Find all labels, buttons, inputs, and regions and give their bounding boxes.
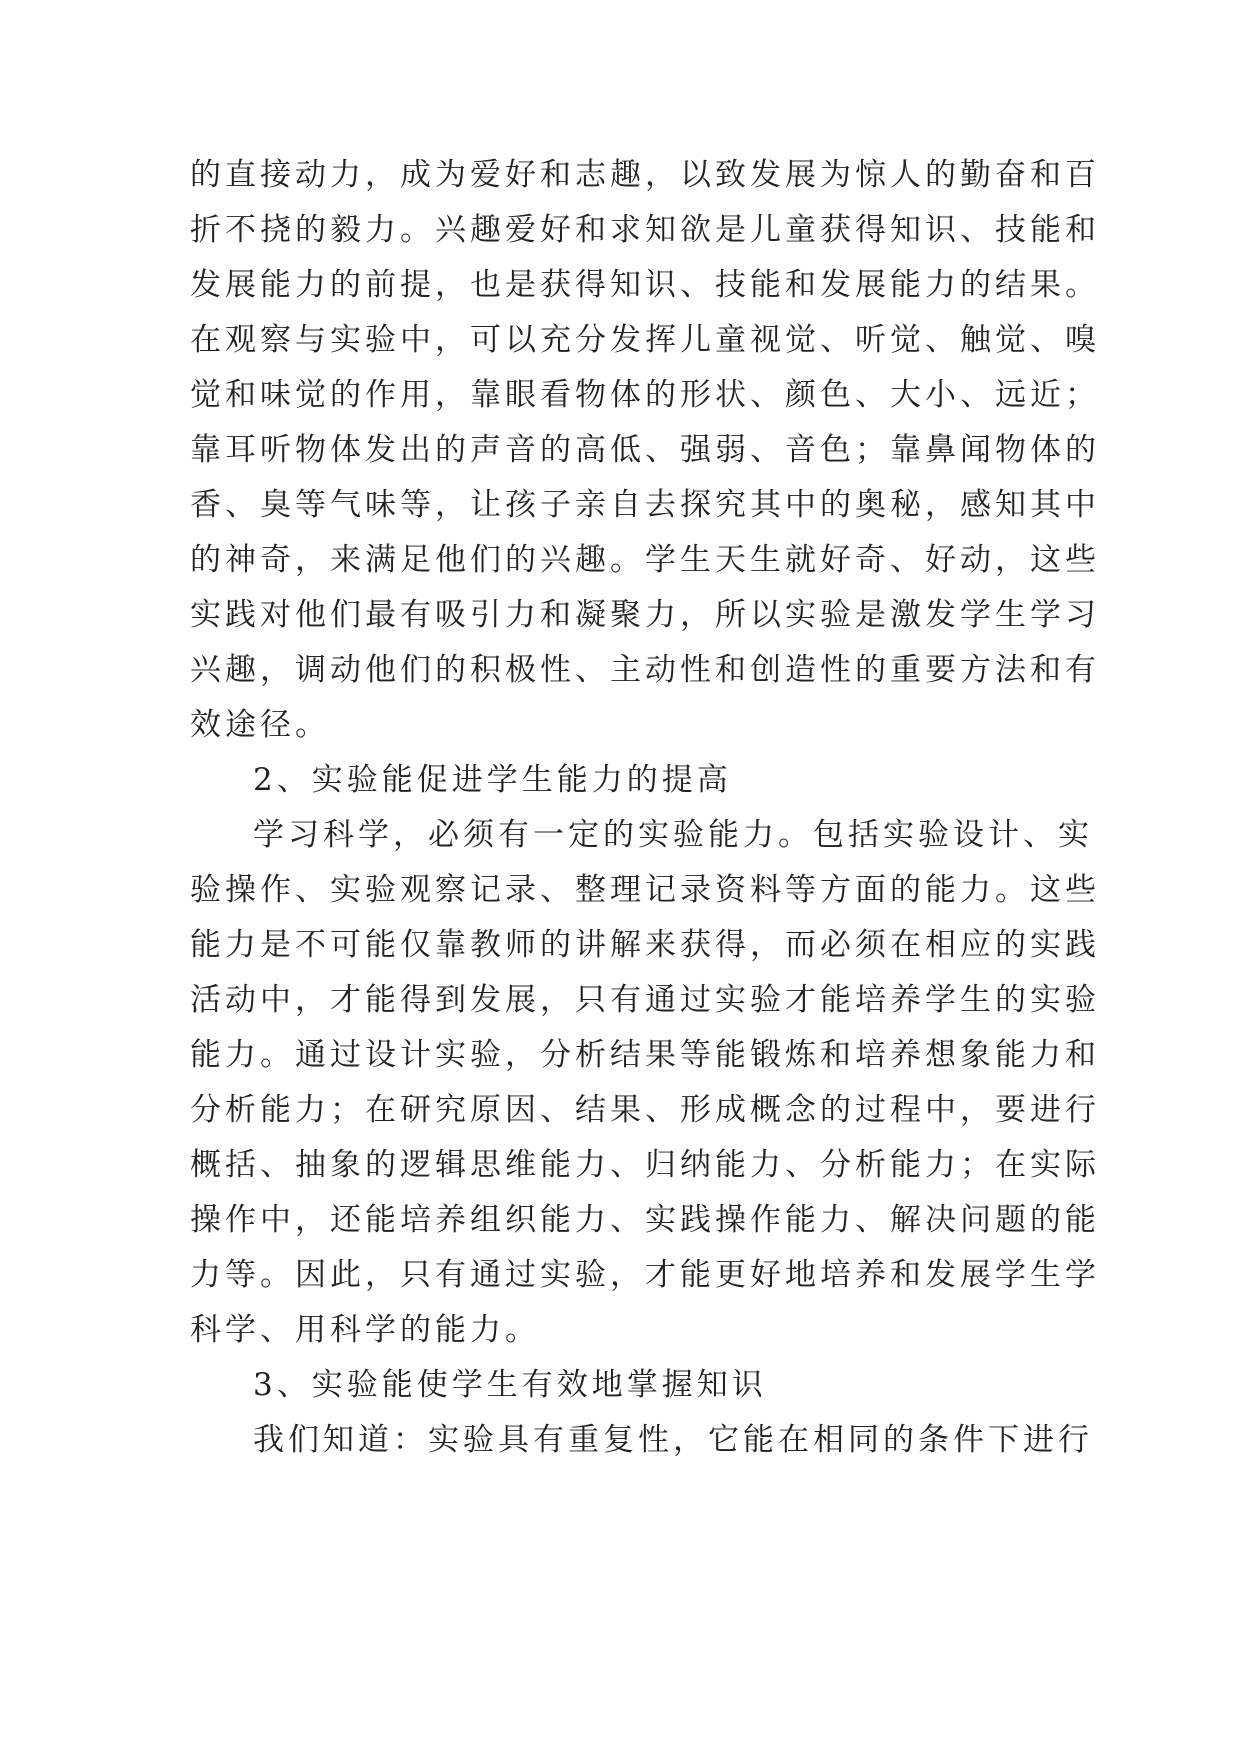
paragraph-first-line: 我们知道：实验具有重复性，它能在相同的条件下进行 bbox=[253, 1422, 1093, 1458]
text-line: 觉和味觉的作用，靠眼看物体的形状、颜色、大小、远近； bbox=[190, 377, 1100, 413]
text-line: 实践对他们最有吸引力和凝聚力，所以实验是激发学生学习 bbox=[190, 597, 1100, 633]
text-line: 操作中，还能培养组织能力、实践操作能力、解决问题的能 bbox=[190, 1202, 1100, 1238]
section-heading-2: 2、实验能促进学生能力的提高 bbox=[253, 762, 732, 798]
text-line: 能力是不可能仅靠教师的讲解来获得，而必须在相应的实践 bbox=[190, 927, 1100, 963]
section-heading-3: 3、实验能使学生有效地掌握知识 bbox=[253, 1367, 767, 1403]
text-line: 折不挠的毅力。兴趣爱好和求知欲是儿童获得知识、技能和 bbox=[190, 212, 1100, 248]
text-line: 发展能力的前提，也是获得知识、技能和发展能力的结果。 bbox=[190, 267, 1100, 303]
paragraph-first-line: 学习科学，必须有一定的实验能力。包括实验设计、实 bbox=[253, 817, 1093, 853]
text-line: 活动中，才能得到发展，只有通过实验才能培养学生的实验 bbox=[190, 982, 1100, 1018]
text-line: 兴趣，调动他们的积极性、主动性和创造性的重要方法和有 bbox=[190, 652, 1100, 688]
text-line: 在观察与实验中，可以充分发挥儿童视觉、听觉、触觉、嗅 bbox=[190, 322, 1100, 358]
text-line: 的直接动力，成为爱好和志趣，以致发展为惊人的勤奋和百 bbox=[190, 157, 1100, 193]
text-line: 分析能力；在研究原因、结果、形成概念的过程中，要进行 bbox=[190, 1092, 1100, 1128]
text-line: 效途径。 bbox=[190, 707, 330, 743]
text-line: 力等。因此，只有通过实验，才能更好地培养和发展学生学 bbox=[190, 1257, 1100, 1293]
text-line: 靠耳听物体发出的声音的高低、强弱、音色；靠鼻闻物体的 bbox=[190, 432, 1100, 468]
text-line: 科学、用科学的能力。 bbox=[190, 1312, 540, 1348]
text-line: 的神奇，来满足他们的兴趣。学生天生就好奇、好动，这些 bbox=[190, 542, 1100, 578]
text-line: 能力。通过设计实验，分析结果等能锻炼和培养想象能力和 bbox=[190, 1037, 1100, 1073]
text-line: 香、臭等气味等，让孩子亲自去探究其中的奥秘，感知其中 bbox=[190, 487, 1100, 523]
text-line: 验操作、实验观察记录、整理记录资料等方面的能力。这些 bbox=[190, 872, 1100, 908]
text-line: 概括、抽象的逻辑思维能力、归纳能力、分析能力；在实际 bbox=[190, 1147, 1100, 1183]
